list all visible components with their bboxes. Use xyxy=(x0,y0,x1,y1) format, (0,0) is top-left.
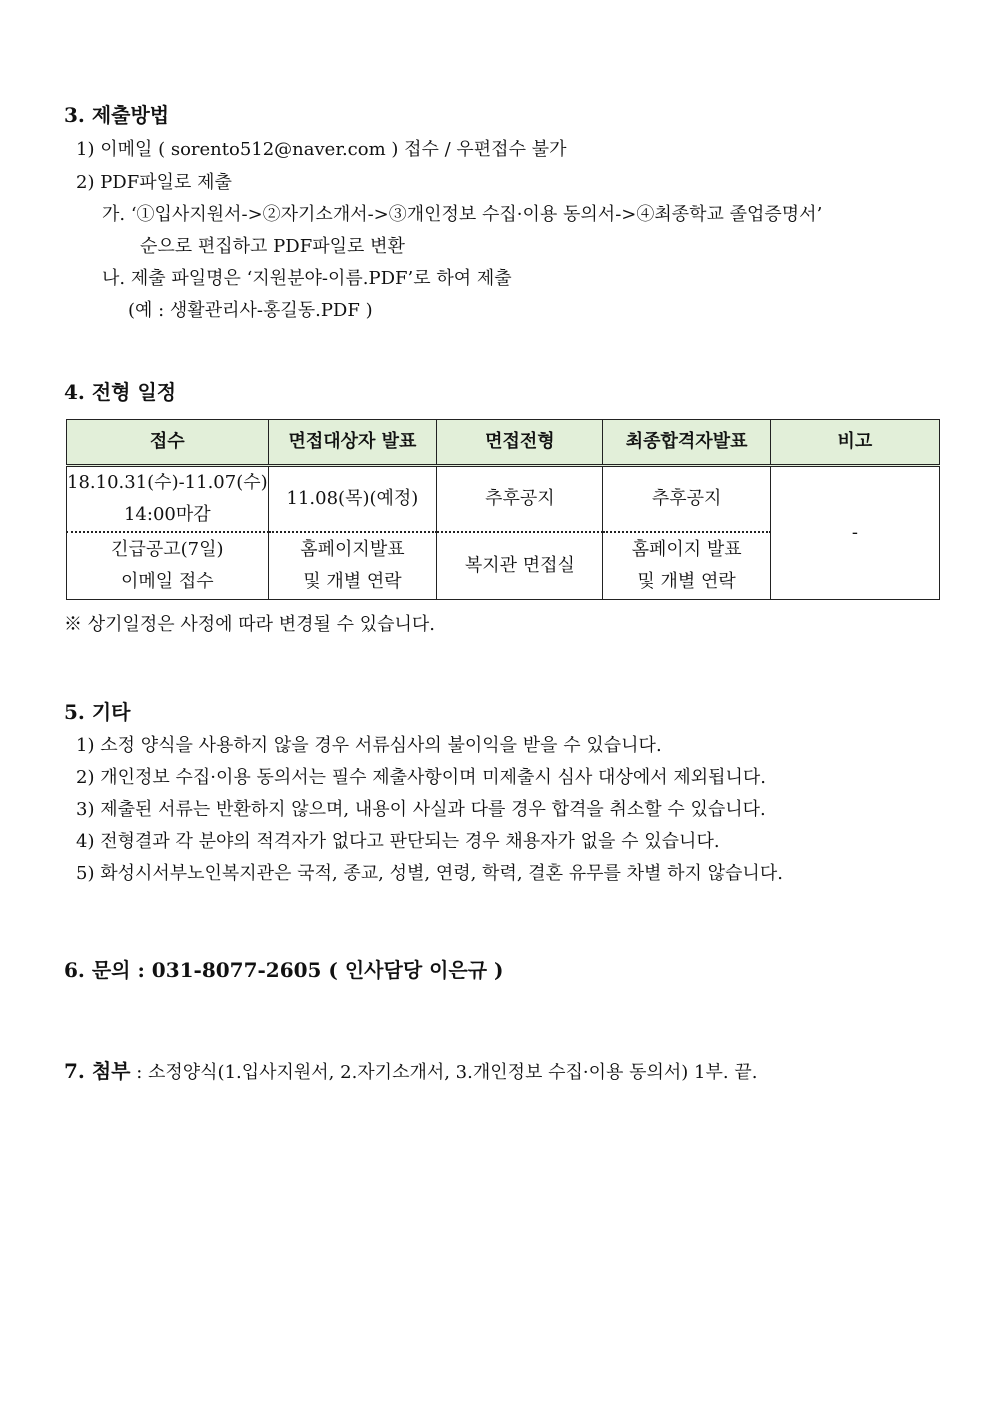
attachment-text: : 소정양식(1.입사지원서, 2.자기소개서, 3.개인정보 수집·이용 동의서) 1부. 끝. xyxy=(130,1062,758,1083)
cell-line: 홈페이지발표 xyxy=(300,539,405,560)
cell-line: 18.10.31(수)-11.07(수) xyxy=(67,472,268,493)
header-cell: 면접전형 xyxy=(437,420,603,466)
s3-item: 1) 이메일 ( sorento512@naver.com ) 접수 / 우편접수 불가 xyxy=(76,139,567,160)
s3-item: 2) PDF파일로 제출 xyxy=(76,172,232,193)
header-cell: 접수 xyxy=(67,420,269,466)
s3-item: 순으로 편집하고 PDF파일로 변환 xyxy=(140,236,405,257)
table-cell: 11.08(목)(예정) xyxy=(268,466,437,533)
remark-cell: - xyxy=(770,466,939,600)
section-7-title: 7. 첨부 xyxy=(64,1059,131,1083)
header-cell: 최종합격자발표 xyxy=(603,420,770,466)
section-5-title: 5. 기타 xyxy=(64,700,131,724)
s5-item: 2) 개인정보 수집·이용 동의서는 필수 제출사항이며 미제출시 심사 대상에서 제외됩니다. xyxy=(76,767,766,788)
table-cell xyxy=(603,532,770,600)
s3-item: 나. 제출 파일명은 ‘지원분야-이름.PDF’로 하여 제출 xyxy=(102,268,512,289)
schedule-note: ※ 상기일정은 사정에 따라 변경될 수 있습니다. xyxy=(64,614,436,635)
table-cell: 복지관 면접실 xyxy=(437,532,603,600)
cell-line: 및 개별 연락 xyxy=(303,571,402,592)
section-4-title: 4. 전형 일정 xyxy=(64,380,177,404)
header-cell: 면접대상자 발표 xyxy=(268,420,437,466)
s5-item: 5) 화성시서부노인복지관은 국적, 종교, 성별, 연령, 학력, 결혼 유무를 차별 하지 않습니다. xyxy=(76,863,783,884)
s3-item: 가. ‘①입사지원서->②자기소개서->③개인정보 수집·이용 동의서->④최종학교 졸업증명서’ xyxy=(102,204,823,225)
header-cell: 비고 xyxy=(770,420,939,466)
table-cell xyxy=(67,466,269,533)
schedule-table xyxy=(66,419,940,600)
cell-line: 14:00마감 xyxy=(123,504,211,525)
table-cell: 추후공지 xyxy=(437,466,603,533)
section-6-contact: 6. 문의 : 031-8077-2605 ( 인사담당 이은규 ) xyxy=(64,958,504,982)
table-cell xyxy=(67,532,269,600)
cell-line: 긴급공고(7일) xyxy=(111,539,224,560)
s5-item: 4) 전형결과 각 분야의 적격자가 없다고 판단되는 경우 채용자가 없을 수 있습니다. xyxy=(76,831,720,852)
s5-item: 1) 소정 양식을 사용하지 않을 경우 서류심사의 불이익을 받을 수 있습니다. xyxy=(76,735,662,756)
s5-item: 3) 제출된 서류는 반환하지 않으며, 내용이 사실과 다를 경우 합격을 취소할 수 있습니다. xyxy=(76,799,766,820)
section-7-attachment xyxy=(64,1059,757,1085)
cell-line: 및 개별 연락 xyxy=(637,571,736,592)
table-cell xyxy=(268,532,437,600)
table-cell: 추후공지 xyxy=(603,466,770,533)
cell-line: 이메일 접수 xyxy=(120,571,214,592)
cell-line: 홈페이지 발표 xyxy=(631,539,742,560)
s3-item: (예 : 생활관리사-홍길동.PDF ) xyxy=(128,300,373,321)
section-3-title: 3. 제출방법 xyxy=(64,103,170,127)
